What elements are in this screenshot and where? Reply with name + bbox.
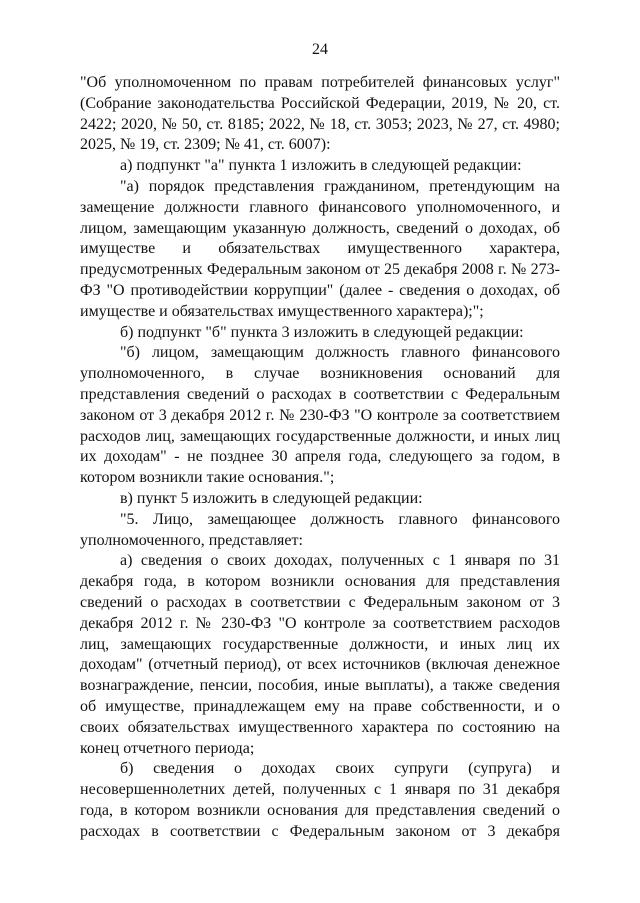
page-number: 24: [312, 41, 328, 58]
paragraph: "б) лицом, замещающим должность главного финансового уполномоченного, в случае возникновения оснований для представления сведений о расходах в соответствии с Федеральным законом от 3 декабря 2012 г. № 230-ФЗ "О контроле за соответствием расходов лиц, замещающих государственные должности, и иных лиц их доходам" - не позднее 30 апреля года, следующего за годом, в котором возникли такие основания.";: [80, 344, 560, 487]
paragraph: "а) порядок представления гражданином, претендующим на замещение должности главного финансового уполномоченного, и лицом, замещающим указанную должность, сведений о доходах, об имуществе и обязательствах имущественного характера, предусмотренных Федеральным законом от 25 декабря 2008 г. № 273-ФЗ "О противодействии коррупции" (далее - сведения о доходах, об имуществе и обязательствах имущественного характера);";: [80, 177, 560, 320]
paragraph: "5. Лицо, замещающее должность главного финансового уполномоченного, представляет:: [80, 510, 560, 549]
paragraph: а) сведения о своих доходах, полученных с 1 января по 31 декабря года, в котором возникли основания для представления сведений о расходах в соответствии с Федеральным законом от 3 декабря 2012 г. № 230-ФЗ "О контроле за соответствием расходов лиц, замещающих государственные должности, и иных лиц их доходам" (отчетный период), от всех источников (включая денежное вознаграждение, пенсии, пособия, иные выплаты), а также сведения об имуществе, принадлежащем ему на праве собственности, и о своих обязательствах имущественного характера по состоянию на конец отчетного периода;: [80, 552, 560, 757]
paragraph: "Об уполномоченном по правам потребителей финансовых услуг" (Собрание законодательства Российской Федерации, 2019, № 20, ст. 2422; 2020, № 50, ст. 8185; 2022, № 18, ст. 3053; 2023, № 27, ст. 4980; 2025, № 19, ст. 2309; № 41, ст. 6007):: [80, 74, 560, 154]
paragraph: в) пункт 5 изложить в следующей редакции:: [120, 489, 423, 507]
paragraph: а) подпункт "а" пункта 1 изложить в следующей редакции:: [120, 157, 522, 175]
document-body: [80, 73, 560, 842]
paragraph: б) подпункт "б" пункта 3 изложить в следующей редакции:: [120, 323, 524, 341]
paragraph: б) сведения о доходах своих супруги (супруга) и несовершеннолетних детей, полученных с 1 января по 31 декабря года, в котором возникли основания для представления сведений о расходах в соответствии с Федеральным законом от 3 декабря: [80, 760, 560, 840]
